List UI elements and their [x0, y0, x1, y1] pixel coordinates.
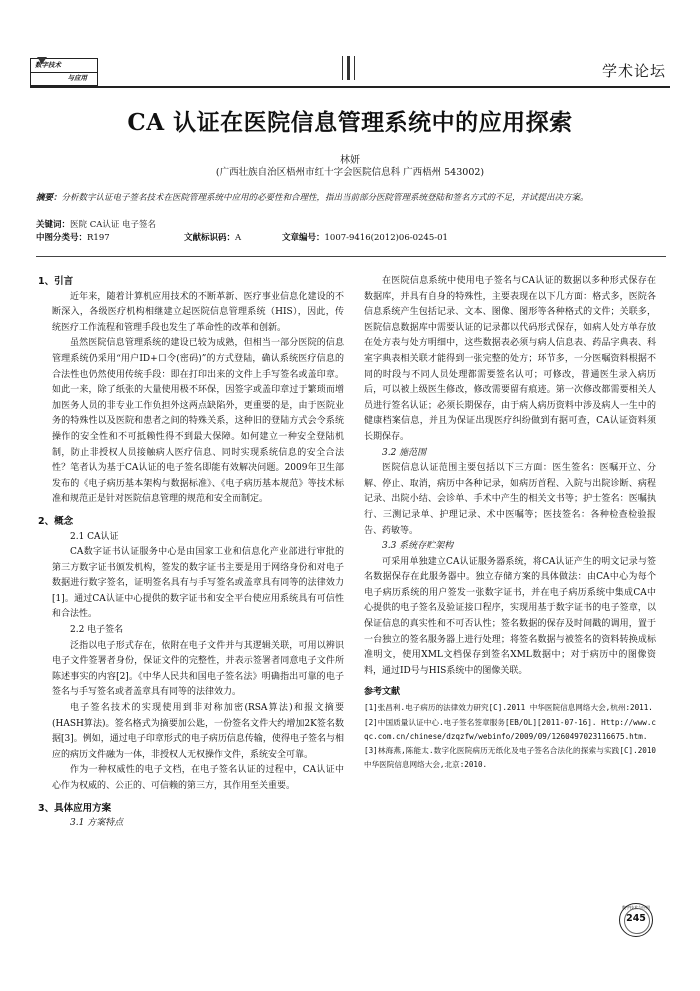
reference-item: [2]中国质量认证中心.电子签名签章服务[EB/OL][2011-07-16]. Http://www.cqc.com.cn/chinese/dzqzfw/webinfo/2009/09/1260497023116675.htm.	[364, 717, 656, 741]
abstract-text: 分析数字认证电子签名技术在医院管理系统中应用的必要性和合理性，指出当前部分医院管理系统登陆和签名方式的不足，并试提出决方案。	[61, 193, 589, 203]
author-affiliation: (广西壮族自治区梧州市红十字会医院信息科 广西梧州 543002)	[215, 167, 485, 178]
keywords	[36, 219, 666, 232]
paragraph: CA数字证书认证服务中心是由国家工业和信息化产业部进行审批的第三方数字证书颁发机构，签发的数字证书主要是用于网络身份和对电子数据进行数字签名，证明签名具有与手写签名或盖章具有同等的法律效力[1]。通过CA认证中心提供的数字证书和安全平台使应用系统具有可信性和合法性。	[52, 547, 344, 620]
section-1-heading: 1、引言	[38, 276, 74, 287]
article-title: CA 认证在医院信息管理系统中的应用探索	[127, 109, 573, 136]
page-number-badge	[619, 903, 653, 937]
doc-code-value: A	[235, 233, 242, 243]
right-column	[364, 274, 656, 772]
subsection-3-2-heading: 3.2 施范围	[382, 447, 427, 458]
doc-code-label: 文献标识码：	[184, 233, 236, 243]
doc-code-field	[184, 232, 282, 245]
clc-value: R197	[87, 233, 110, 243]
abstract	[36, 192, 666, 205]
references-heading: 参考文献	[364, 687, 401, 698]
paragraph: 泛指以电子形式存在，依附在电子文件并与其逻辑关联，可用以辨识电子文件签署者身份，保证文件的完整性，并表示签署者同意电子文件所陈述事实的内容[2]。《中华人民共和国电子签名法》明确指出可靠的电子签名与手写签名或者盖章具有同等的法律效力。	[52, 640, 344, 698]
left-column	[38, 274, 344, 832]
page-number: 245	[626, 913, 646, 924]
paragraph: 电子签名技术的实现使用到非对称加密(RSA算法)和报文摘要(HASH算法)。签名格式为摘要加公匙，一份签名文件大约增加2K签名数据[3]。例如，通过电子印章形式的电子病历信息传输，使得电子签名与相应的病历文件融为一体，非授权人无权操作文件，系统安全可靠。	[52, 703, 344, 760]
header-rule	[30, 86, 670, 88]
section-3-heading: 3、具体应用方案	[38, 802, 112, 814]
keywords-text: 医院 CA认证 电子签名	[70, 220, 157, 230]
reference-item: [3]林海燕,陈能太.数字化医院病历无纸化及电子签名合法化的探索与实践[C].2010 中华医院信息网络大会,北京:2010.	[364, 746, 656, 770]
subsection-2-1-heading: 2.1 CA认证	[70, 531, 119, 542]
paragraph: 在医院信息系统中使用电子签名与CA认证的数据以多种形式保存在数据库，并具有自身的特殊性，主要表现在以下几方面：格式多，医院各信息系统产生包括记录、文本、图像、图形等各种格式的文件；关联多，医院信息数据库中需要认证的记录都以代码形式保存，如病人处方单存放在处方表与处方明细中，这些数据表必须与病人信息表、药品字典表、科室字典表相关联才能得到一张完整的处方；环节多，一分医嘱资料根据不同的时段与不同人员处理都需要签名认可；可修改，普通医生录入病历后，可以被上级医生修改，修改需要留有痕迹。第一次修改都需要相关人员进行签名认证；必须长期保存，由于病人病历资料中涉及病人一生中的健康档案信息，并且为保证出现医疗纠纷做到有据可查，CA认证资料须长期保存。	[364, 276, 656, 442]
paragraph: 近年来，随着计算机应用技术的不断革新、医疗事业信息化建设的不断深入，各级医疗机构相继建立起医院信息管理系统（HIS），因此，传统医疗工作流程和管理手段也发生了革命性的改革和创新。	[52, 291, 344, 333]
paragraph: 作为一种权威性的电子文档，在电子签名认证的过程中，CA认证中心作为权威的、公正的、可信赖的第三方，其作用至关重要。	[52, 765, 344, 791]
reference-item: [1]张昌利.电子病历的法律效力研究[C].2011 中华医院信息网络大会,杭州:2011.	[364, 703, 653, 713]
abstract-label: 摘要：	[36, 193, 62, 203]
logo-line-1: 数字技术	[31, 59, 97, 73]
subsection-2-2-heading: 2.2 电子签名	[70, 625, 124, 636]
section-tag: 学术论坛	[601, 62, 666, 80]
paragraph: 虽然医院信息管理系统的建设已较为成熟，但相当一部分医院的信息管理系统仍采用“用户ID+口令(密码)”的方式登陆，确认系统医疗信息的合法性也仍然使用传统手段：即在打印出来的文件上手写签名或盖印章。如此一来，除了纸张的大量使用极不环保，因签字或盖印章过于繁琐而增加医务人员的非专业工作负担外这两点缺陷外，更重要的是，由于医院业务的特殊性以及医院和患者之间的特殊关系，这种旧的登陆方式会令系统操作的安全性和不可抵赖性得不到最大保障。如何建立一种安全登陆机制，防止非授权人员接触病人医疗信息、同时实现系统信息的安全合法性？笔者认为基于CA认证的电子签名即能有效解决问题。2009年卫生部发布的《电子病历基本架构与数据标准》、《电子病历基本规范》等技术标准和规范正是针对医院信息管理的规范和安全而制定。	[52, 338, 344, 505]
logo-line-2: 与应用	[67, 74, 87, 82]
article-no-label: 文章编号：	[282, 233, 325, 243]
header-decoration-bars	[342, 56, 359, 84]
badge-caption: 数字技术与应用	[622, 905, 650, 910]
keywords-label: 关键词：	[36, 220, 71, 230]
classification-line	[36, 232, 666, 245]
clc-label: 中图分类号：	[36, 233, 88, 243]
clc-field	[36, 232, 184, 245]
subsection-3-1-heading: 3.1 方案特点	[70, 818, 124, 829]
article-no-value: 1007-9416(2012)06-0245-01	[324, 233, 448, 243]
meta-divider	[36, 256, 666, 257]
article-author: 林妍	[340, 155, 360, 166]
page-header	[30, 50, 670, 86]
subsection-3-3-heading: 3.3 系统存贮架构	[382, 541, 454, 552]
article-no-field	[282, 232, 448, 245]
paragraph: 医院信息认证范围主要包括以下三方面：医生签名：医嘱开立、分解、停止、取消，病历中各种记录，如病历首程、入院与出院诊断、病程记录、出院小结、会诊单、手术中产生的相关文书等；护士签名：医嘱执行、三测记录单、护理记录、术中医嘱等；医技签名：各种检查检验报告、药敏等。	[364, 463, 656, 536]
section-2-heading: 2、概念	[38, 515, 74, 527]
paragraph: 可采用单独建立CA认证服务器系统，将CA认证产生的明文记录与签名数据保存在此服务器中。独立存储方案的具体做法：由CA中心为每个电子病历系统的用户签发一张数字证书，并在电子病历系统中集成CA中心提供的电子签名及验证接口程序，实现用基于数字证书的电子签章，以保证信息的真实性和不可否认性；签名数据的保存及时间戳的调用，置于一台独立的签名服务器上进行处理；将签名数据与被签名的资料转换成标准明文，使用XML文档保存到签名XML数据中；对于病历中的图像资料，通过ID号与HIS系统中的图像关联。	[364, 556, 656, 676]
journal-logo	[30, 58, 98, 86]
